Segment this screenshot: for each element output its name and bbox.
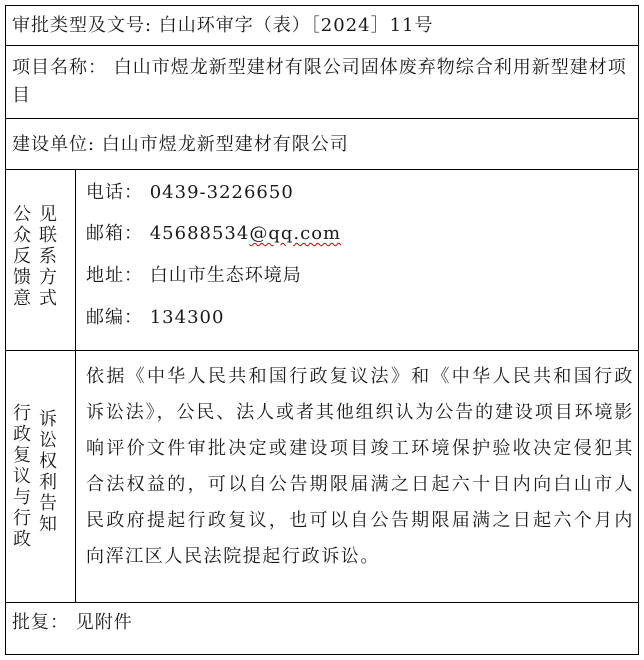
reply-text: 批复： 见附件 bbox=[12, 612, 133, 633]
construction-unit-text: 建设单位: 白山市煜龙新型建材有限公司 bbox=[12, 134, 349, 155]
email-line bbox=[86, 222, 341, 246]
phone-line: 电话： 0439-3226650 bbox=[86, 182, 294, 203]
feedback-label-col2: 见联系方式 bbox=[39, 204, 57, 309]
feedback-label-col1: 公众反馈意 bbox=[13, 204, 31, 309]
rights-label-col1: 行政复议与行政 bbox=[13, 403, 31, 550]
project-name-row bbox=[6, 46, 638, 119]
email-prefix: 邮箱： 45688534 bbox=[86, 223, 250, 244]
rights-label-cell bbox=[6, 351, 76, 602]
approval-number-text: 审批类型及文号: 白山环审字（表）［2024］11号 bbox=[12, 15, 434, 36]
approval-notice-table bbox=[5, 5, 639, 655]
rights-notice-row bbox=[6, 351, 638, 603]
email-domain: @qq.com bbox=[249, 223, 342, 244]
feedback-contact-row bbox=[6, 170, 638, 351]
feedback-label-cell bbox=[6, 170, 76, 350]
reply-row bbox=[6, 603, 638, 654]
address-line: 地址： 白山市生态环境局 bbox=[86, 265, 302, 286]
approval-number-row bbox=[6, 6, 638, 46]
rights-notice-text: 依据《中华人民共和国行政复议法》和《中华人民共和国行政诉讼法》，公民、法人或者其他组织认为公告的建设项目环境影响评价文件审批决定或建设项目竣工环境保护验收决定侵犯其合法权益的，可以自公告期限届满之日起六十日内向白山市人民政府提起行政复议，也可以自公告期限届满之日起六个月内向浑江区人民法院提起行政诉讼。 bbox=[86, 366, 634, 567]
rights-content-cell bbox=[76, 351, 638, 602]
construction-unit-row bbox=[6, 119, 638, 170]
project-name-text: 项目名称： 白山市煜龙新型建材有限公司固体废弃物综合利用新型建材项目 bbox=[12, 57, 627, 106]
feedback-content-cell bbox=[76, 170, 638, 350]
rights-label-col2: 诉讼权利告知 bbox=[39, 409, 57, 535]
postcode-line: 邮编： 134300 bbox=[86, 307, 225, 328]
